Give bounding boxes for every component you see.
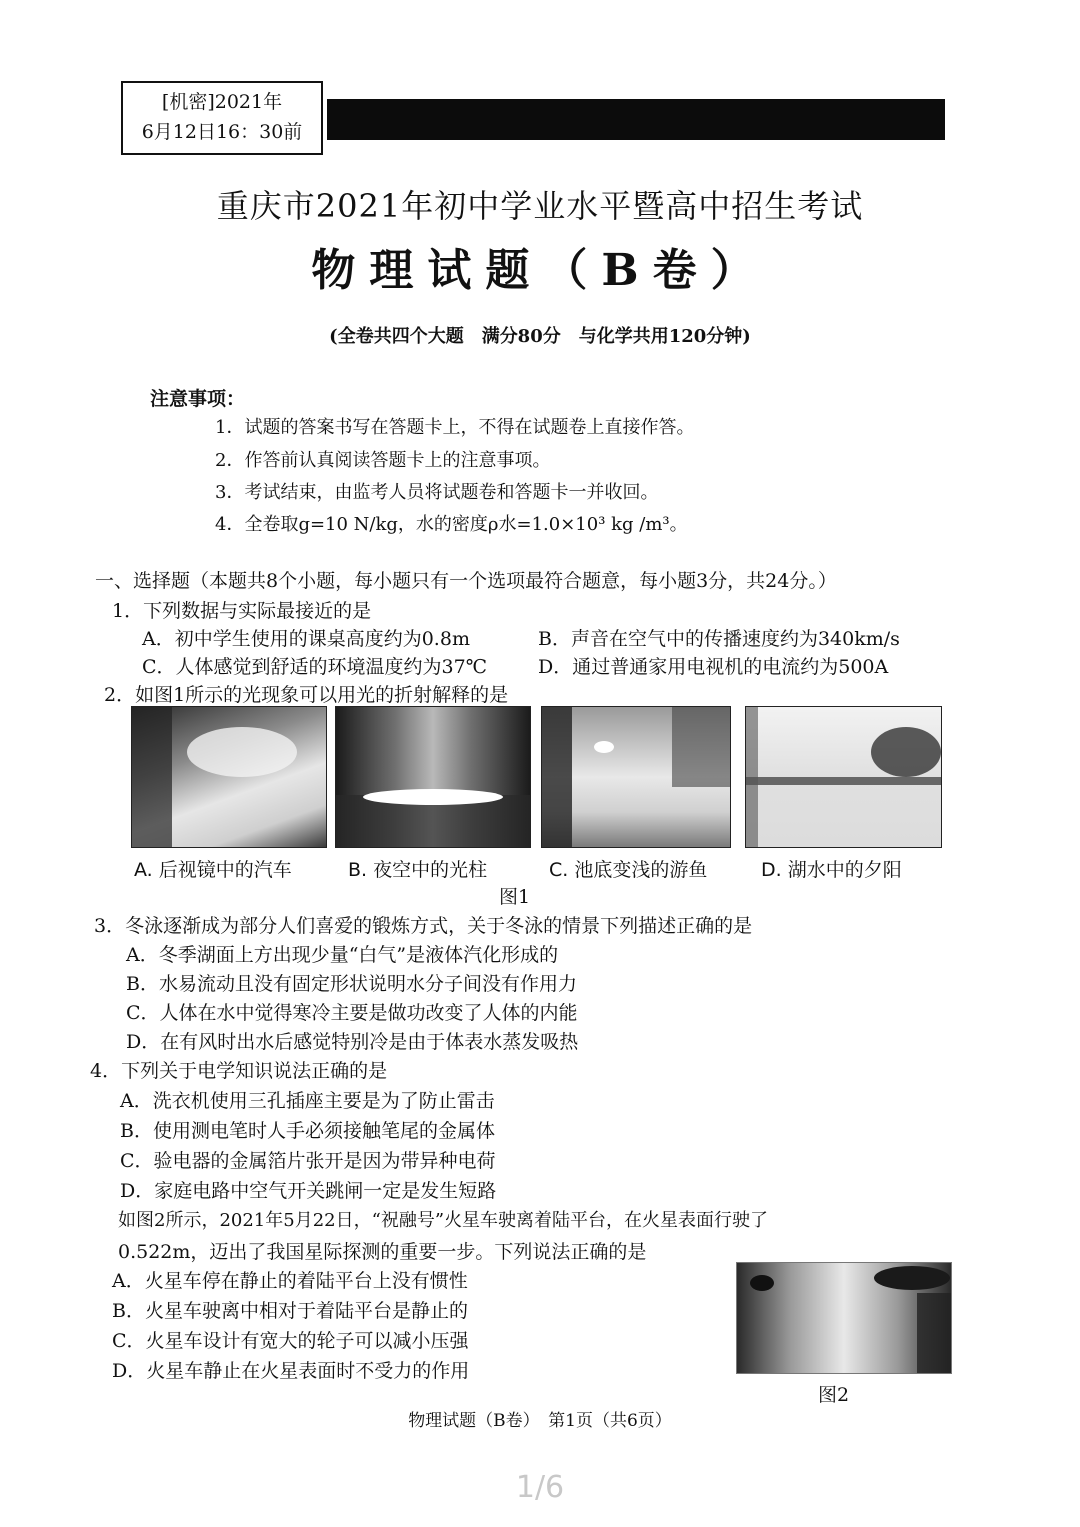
notes-heading: 注意事项： — [150, 388, 246, 410]
rearview-mirror-image — [132, 707, 326, 847]
q5-option-b: B．火星车驶离中相对于着陆平台是静止的 — [112, 1300, 468, 1322]
figure1-photo-c — [541, 706, 731, 848]
exam-subtitle: (全卷共四个大题 满分80分 与化学共用120分钟) — [329, 326, 751, 347]
q5-stem-line1: 如图2所示，2021年5月22日，“祝融号”火星车驶离着陆平台，在火星表面行驶了 — [118, 1210, 769, 1231]
q4-option-b: B．使用测电笔时人手必须接触笔尾的金属体 — [120, 1120, 495, 1142]
exam-title: 重庆市2021年初中学业水平暨高中招生考试 — [216, 187, 864, 225]
figure1-caption-a: A. 后视镜中的汽车 — [134, 859, 292, 881]
q4-option-a: A．洗衣机使用三孔插座主要是为了防止雷击 — [120, 1090, 495, 1112]
q2-stem: 2．如图1所示的光现象可以用光的折射解释的是 — [104, 684, 509, 706]
q5-option-c: C．火星车设计有宽大的轮子可以减小压强 — [112, 1330, 469, 1352]
confidential-line-1: [机密]2021年 — [161, 91, 283, 113]
q3-option-c: C．人体在水中觉得寒冷主要是做功改变了人体的内能 — [126, 1002, 578, 1024]
confidential-stamp — [121, 81, 323, 155]
figure1-caption-d: D. 湖水中的夕阳 — [761, 859, 902, 881]
q3-option-b: B．水易流动且没有固定形状说明水分子间没有作用力 — [126, 973, 577, 995]
q5-option-a: A．火星车停在静止的着陆平台上没有惯性 — [112, 1270, 468, 1292]
q4-option-d: D．家庭电路中空气开关跳闸一定是发生短路 — [120, 1180, 497, 1202]
q1-option-d: D．通过普通家用电视机的电流约为500A — [538, 656, 889, 678]
figure1-photo-d — [745, 706, 942, 848]
q1-option-c: C．人体感觉到舒适的环境温度约为37℃ — [142, 656, 487, 678]
q5-stem-line2: 0.522m，迈出了我国星际探测的重要一步。下列说法正确的是 — [118, 1241, 647, 1263]
night-light-beam-image — [336, 707, 530, 847]
subject-title: 物理试题（B卷） — [311, 245, 769, 296]
q3-stem: 3．冬泳逐渐成为部分人们喜爱的锻炼方式，关于冬泳的情景下列描述正确的是 — [94, 915, 753, 937]
q1-stem: 1．下列数据与实际最接近的是 — [112, 600, 372, 622]
q1-option-a: A．初中学生使用的课桌高度约为0.8m — [142, 628, 470, 650]
confidential-line-2: 6月12日16：30前 — [141, 121, 303, 143]
figure1-photo-b — [335, 706, 531, 848]
q3-option-a: A．冬季湖面上方出现少量“白气”是液体汽化形成的 — [126, 944, 559, 966]
note-item: 4．全卷取g=10 N/kg，水的密度ρ水=1.0×10³ kg /m³。 — [215, 514, 688, 535]
section-heading: 一、选择题（本题共8个小题，每小题只有一个选项最符合题意，每小题3分，共24分。） — [95, 570, 837, 592]
figure1-caption-c: C. 池底变浅的游鱼 — [549, 859, 708, 881]
page-indicator: 1/6 — [515, 1470, 565, 1505]
q5-option-d: D．火星车静止在火星表面时不受力的作用 — [112, 1360, 470, 1382]
lake-sunset-image — [746, 707, 941, 847]
figure2-photo — [736, 1262, 952, 1374]
q3-option-d: D．在有风时出水后感觉特别冷是由于体表水蒸发吸热 — [126, 1031, 579, 1053]
figure1-caption-b: B. 夜空中的光柱 — [348, 859, 488, 881]
figure2-label: 图2 — [818, 1384, 850, 1406]
swimming-pool-fish-image — [542, 707, 730, 847]
page-footer: 物理试题（B卷） 第1页（共6页） — [408, 1411, 672, 1431]
note-item: 2．作答前认真阅读答题卡上的注意事项。 — [215, 450, 551, 471]
q4-option-c: C．验电器的金属箔片张开是因为带异种电荷 — [120, 1150, 496, 1172]
figure1-photo-a — [131, 706, 327, 848]
q4-stem: 4．下列关于电学知识说法正确的是 — [90, 1060, 388, 1082]
figure1-label: 图1 — [499, 886, 531, 908]
note-item: 3．考试结束，由监考人员将试题卷和答题卡一并收回。 — [215, 482, 659, 503]
note-item: 1．试题的答案书写在答题卡上，不得在试题卷上直接作答。 — [215, 417, 695, 438]
mars-rover-image — [737, 1263, 951, 1373]
header-black-bar — [327, 99, 945, 140]
q1-option-b: B．声音在空气中的传播速度约为340km/s — [538, 628, 900, 650]
